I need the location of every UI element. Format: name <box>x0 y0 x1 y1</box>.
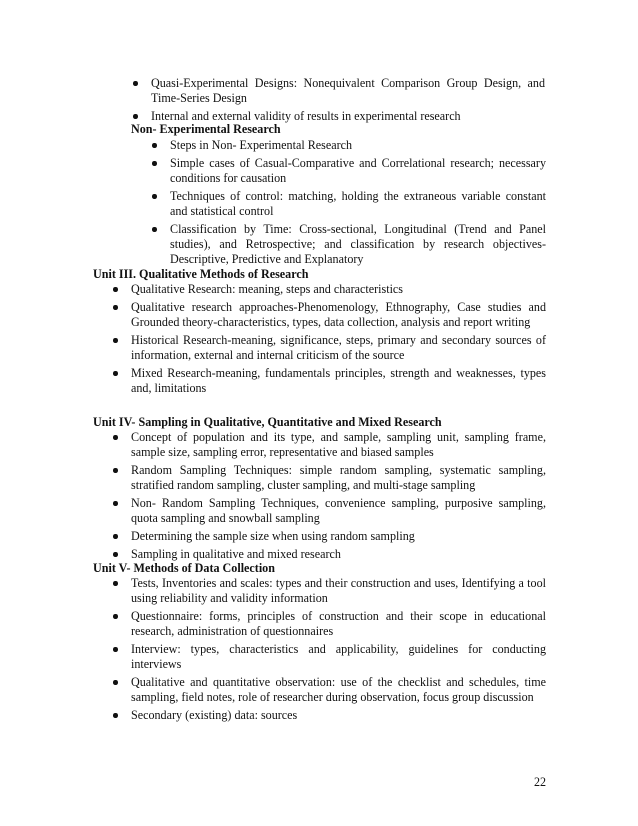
list-item: Tests, Inventories and scales: types and their construction and uses, Identifying a tool using reliability and validity information <box>111 576 546 606</box>
list-item: Quasi-Experimental Designs: Nonequivalent Comparison Group Design, and Time-Series Design <box>131 76 545 106</box>
list-item: Interview: types, characteristics and applicability, guidelines for conducting interviews <box>111 642 546 672</box>
list-item: Mixed Research-meaning, fundamentals principles, strength and weaknesses, types and, limitations <box>111 366 546 396</box>
list-item: Non- Random Sampling Techniques, convenience sampling, purposive sampling, quota sampling and snowball sampling <box>111 496 546 526</box>
page-number: 22 <box>534 775 547 789</box>
list-item: Classification by Time: Cross-sectional, Longitudinal (Trend and Panel studies), and Retrospective; and classification by research objectives- Descriptive, Predictive and Explanatory <box>150 222 546 267</box>
list-item: Qualitative research approaches-Phenomenology, Ethnography, Case studies and Grounded theory-characteristics, types, data collection, analysis and report writing <box>111 300 546 330</box>
unit4-list <box>111 430 546 562</box>
list-item: Internal and external validity of results in experimental research <box>131 109 545 124</box>
list-item: Questionnaire: forms, principles of construction and their scope in educational research, administration of questionnaires <box>111 609 546 639</box>
list-item: Simple cases of Casual-Comparative and Correlational research; necessary conditions for causation <box>150 156 546 186</box>
unit5-section <box>93 561 546 726</box>
list-item: Random Sampling Techniques: simple random sampling, systematic sampling, stratified random sampling, cluster sampling, and multi-stage sampling <box>111 463 546 493</box>
list-item: Historical Research-meaning, significance, steps, primary and secondary sources of information, external and internal criticism of the source <box>111 333 546 363</box>
list-item: Qualitative and quantitative observation: use of the checklist and schedules, time sampling, field notes, role of researcher during observation, focus group discussion <box>111 675 546 705</box>
unit5-heading: Unit V- Methods of Data Collection <box>93 561 275 575</box>
list-item: Concept of population and its type, and sample, sampling unit, sampling frame, sample size, sampling error, representative and biased samples <box>111 430 546 460</box>
list-item: Steps in Non- Experimental Research <box>150 138 546 153</box>
non-experimental-list <box>150 138 546 270</box>
list-item: Qualitative Research: meaning, steps and characteristics <box>111 282 546 297</box>
non-experimental-heading: Non- Experimental Research <box>131 122 281 136</box>
unit5-list <box>111 576 546 723</box>
unit3-section <box>93 267 546 399</box>
unit3-list <box>111 282 546 396</box>
list-item: Sampling in qualitative and mixed research <box>111 547 546 562</box>
list-item: Techniques of control: matching, holding the extraneous variable constant and statistical control <box>150 189 546 219</box>
top-bullet-list <box>131 76 545 127</box>
unit3-heading: Unit III. Qualitative Methods of Research <box>93 267 309 281</box>
unit4-heading: Unit IV- Sampling in Qualitative, Quantitative and Mixed Research <box>93 415 442 429</box>
list-item: Determining the sample size when using random sampling <box>111 529 546 544</box>
list-item: Secondary (existing) data: sources <box>111 708 546 723</box>
unit4-section <box>93 415 546 565</box>
